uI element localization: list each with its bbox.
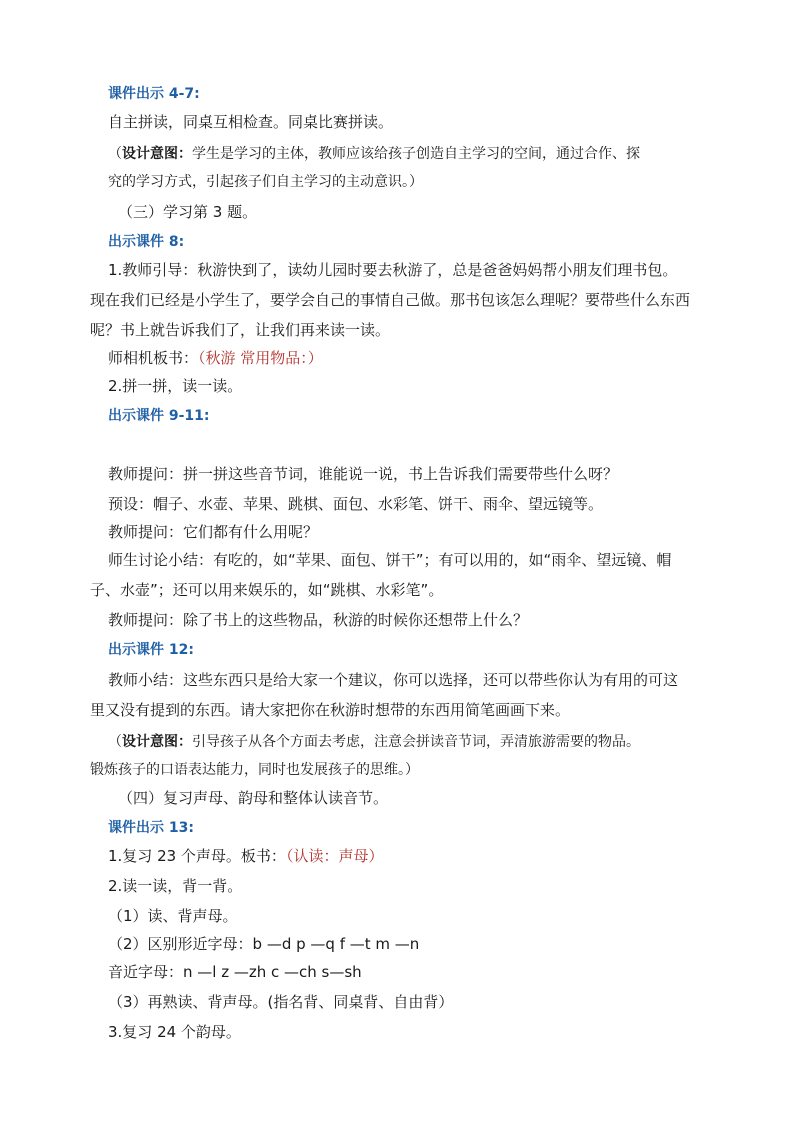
- teacher-question-1: 教师提问：拼一拼这些音节词，谁能说一说，书上告诉我们需要带些什么呀？: [108, 465, 619, 483]
- read-recite-step-2: （2）区别形近字母：b —d p —q f —t m —n: [108, 935, 420, 953]
- paragraph-teacher-guide-cont-1: 现在我们已经是小学生了，要学会自己的事情自己做。那书包该怎么理呢？要带些什么东西: [90, 291, 691, 309]
- paragraph-teacher-guide-cont-2: 呢？书上就告诉我们了，让我们再来读一读。: [90, 321, 391, 339]
- board-writing-red: （秋游 常用物品：）: [198, 349, 323, 367]
- design-intent-note-2-cont: 锻炼孩子的口语表达能力，同时也发展孩子的思维。）: [90, 762, 419, 778]
- courseware-heading-4-7: 课件出示 4-7:: [108, 86, 200, 102]
- section-three-heading: （三）学习第 3 题。: [118, 203, 258, 221]
- read-recite-step-3: （3）再熟读、背声母。(指名背、同桌背、自由背）: [108, 993, 454, 1011]
- section-four-heading: （四）复习声母、韵母和整体认读音节。: [118, 789, 389, 807]
- teacher-question-3: 教师提问：除了书上的这些物品，秋游的时候你还想带上什么？: [108, 611, 529, 629]
- discussion-summary: 师生讨论小结：有吃的，如“苹果、面包、饼干”；有可以用的，如“雨伞、望远镜、帽: [108, 551, 672, 569]
- paragraph-self-reading: 自主拼读，同桌互相检查。同桌比赛拼读。: [108, 113, 394, 131]
- discussion-summary-cont: 子、水壶”；还可以用来娱乐的，如“跳棋、水彩笔”。: [90, 581, 444, 599]
- courseware-heading-12: 出示课件 12:: [108, 642, 194, 658]
- courseware-heading-9-11: 出示课件 9-11:: [108, 408, 210, 424]
- read-recite-step-1: （1）读、背声母。: [108, 907, 238, 925]
- teacher-summary: 教师小结：这些东西只是给大家一个建议，你可以选择，还可以带些你认为有用的可这: [108, 671, 679, 689]
- review-finals-heading: 3.复习 24 个韵母。: [108, 1023, 241, 1041]
- step-2-heading: 2.拼一拼，读一读。: [108, 377, 243, 395]
- paragraph-teacher-guide: 1.教师引导：秋游快到了，读幼儿园时要去秋游了，总是爸爸妈妈帮小朋友们理书包。: [108, 261, 678, 279]
- review-initials-red: （认读：声母）: [285, 847, 384, 865]
- teacher-summary-cont: 里又没有提到的东西。请大家把你在秋游时想带的东西用简笔画画下来。: [90, 701, 571, 719]
- preset-items: 预设：帽子、水壶、苹果、跳棋、面包、水彩笔、饼干、雨伞、望远镜等。: [108, 495, 604, 513]
- teacher-question-2: 教师提问：它们都有什么用呢？: [108, 523, 319, 541]
- courseware-heading-8: 出示课件 8:: [108, 234, 185, 250]
- courseware-heading-13: 课件出示 13:: [108, 820, 194, 836]
- read-recite-heading: 2.读一读，背一背。: [108, 877, 243, 895]
- design-intent-note-1-cont: 究的学习方式，引起孩子们自主学习的主动意识。）: [108, 174, 423, 190]
- similar-sound-letters: 音近字母：n —l z —zh c —ch s—sh: [108, 963, 362, 981]
- board-writing-line: 师相机板书：（秋游 常用物品：）: [108, 349, 323, 367]
- review-initials-line: 1.复习 23 个声母。板书：（认读：声母）: [108, 847, 384, 865]
- design-intent-note-1: （设计意图：学生是学习的主体，教师应该给孩子创造自主学习的空间，通过合作、探: [108, 146, 640, 162]
- design-intent-note-2: （设计意图：引导孩子从各个方面去考虑，注意会拼读音节词，弄清旅游需要的物品。: [108, 734, 640, 750]
